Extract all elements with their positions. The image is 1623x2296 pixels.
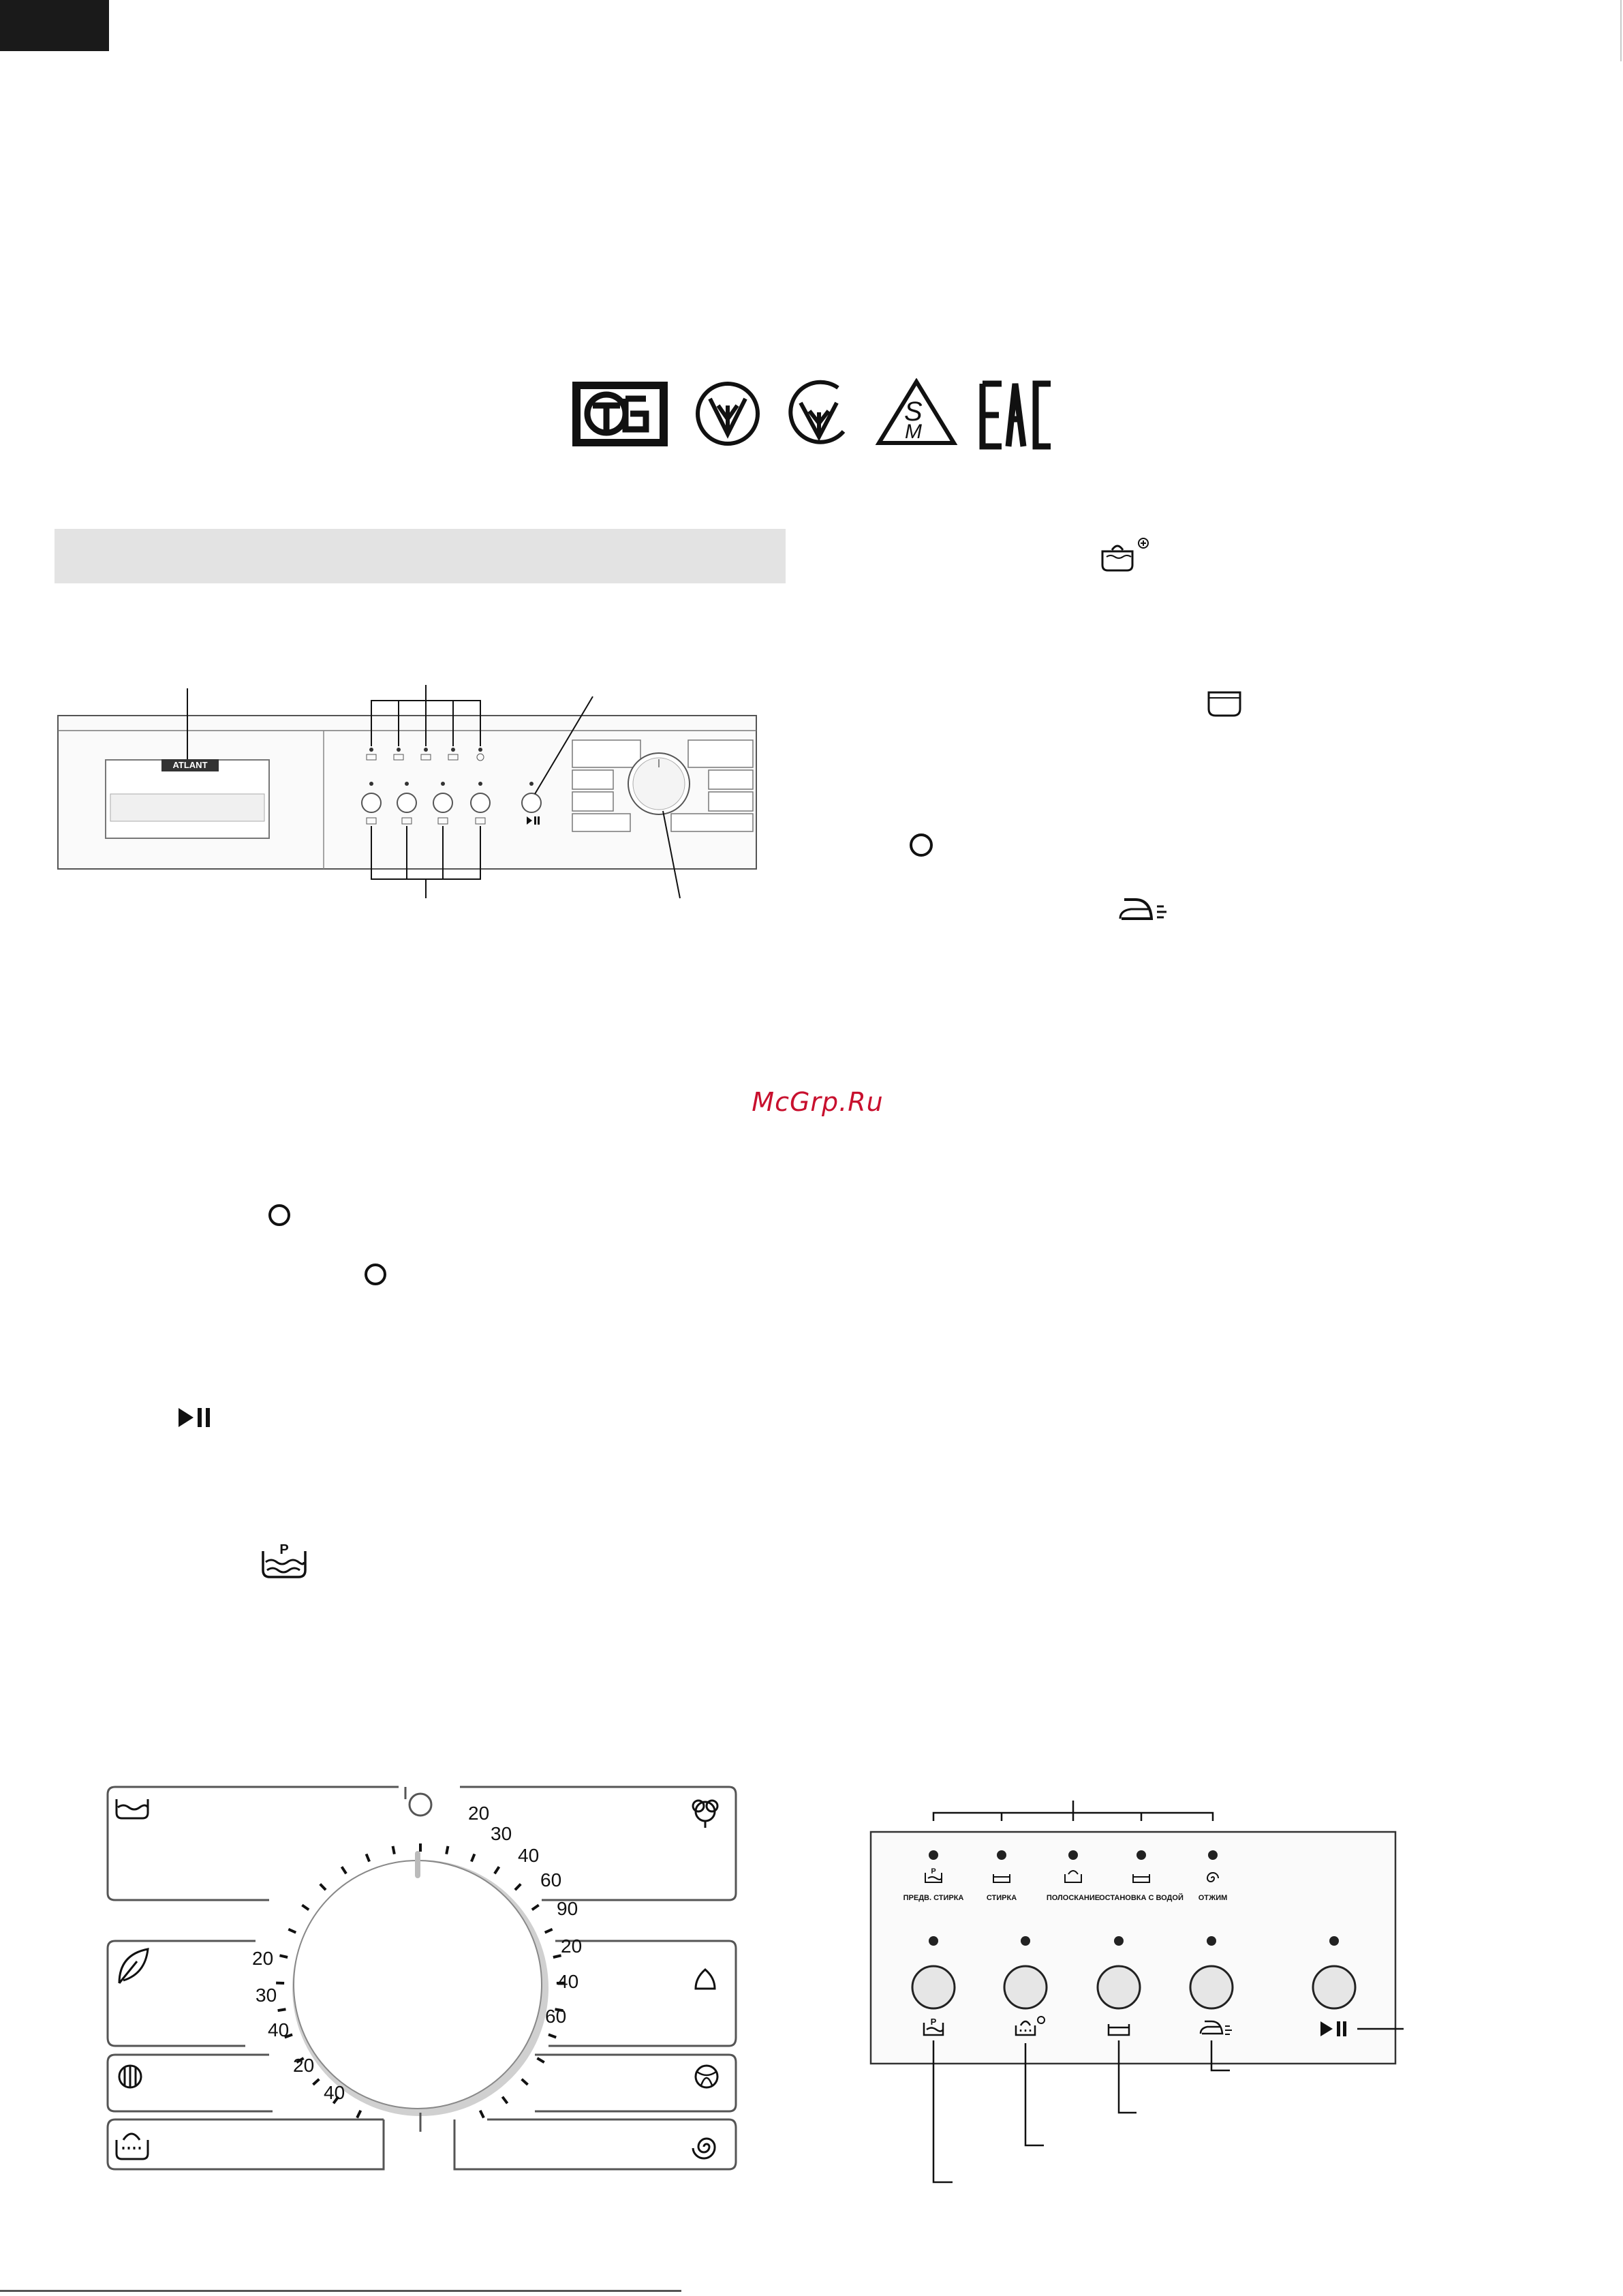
indicator-label: ОСТАНОВКА С ВОДОЙ — [1099, 1894, 1184, 1902]
dial-tick — [393, 1846, 395, 1854]
temp-labels-right-bottom — [545, 1935, 582, 2027]
dial-tick — [495, 1867, 499, 1873]
indicator-label: СТИРКА — [986, 1894, 1017, 1902]
ukr-mark-2 — [790, 382, 844, 442]
indicator-labels — [903, 1893, 1228, 1902]
page-corner-tab — [0, 0, 109, 51]
dial-tick — [446, 1846, 448, 1854]
extra-rinse-button[interactable] — [1004, 1966, 1047, 2008]
brand-label: ATLANT — [172, 760, 208, 770]
stb-mark — [572, 382, 668, 446]
temp-label: 60 — [545, 2006, 567, 2027]
temp-label: 40 — [324, 2082, 345, 2103]
dial-tick — [302, 1905, 309, 1910]
program-selector-knob[interactable] — [292, 1854, 548, 2116]
dial-tick — [480, 2111, 484, 2118]
temp-label: 40 — [557, 1971, 579, 1992]
rinse-hold-button[interactable] — [1098, 1966, 1140, 2008]
temp-label: 90 — [557, 1898, 578, 1919]
dial-tick — [502, 2097, 507, 2104]
indicator-label: ПРЕДВ. СТИРКА — [903, 1894, 964, 1902]
temp-label: 20 — [468, 1803, 490, 1824]
certification-marks — [566, 378, 1056, 453]
off-position-marker — [409, 1794, 431, 1816]
dial-tick — [279, 1955, 288, 1957]
temp-label: 40 — [268, 2019, 290, 2040]
section-header-band — [55, 529, 786, 583]
svg-text:S: S — [904, 397, 923, 427]
off-position-icon-2 — [267, 1203, 292, 1227]
dial-tick — [342, 1867, 347, 1873]
dial-tick — [320, 1884, 326, 1891]
synthetic-icon — [696, 1970, 715, 1989]
sm-mark — [879, 382, 954, 443]
eac-mark — [983, 384, 1051, 446]
dial-tick — [522, 2079, 528, 2085]
sport-icon — [696, 2066, 717, 2087]
front-panel-illustration — [55, 682, 763, 906]
footer-rule — [0, 2290, 681, 2292]
dial-tick — [545, 1929, 553, 1933]
start-pause-button[interactable] — [1313, 1966, 1355, 2008]
delicate-icon — [119, 1949, 148, 1983]
temp-label: 60 — [540, 1869, 562, 1891]
dial-tick — [313, 2079, 319, 2085]
extra-rinse-icon — [1097, 535, 1151, 576]
spin-icon — [693, 2139, 715, 2158]
dial-tick — [532, 1905, 539, 1910]
dial-tick — [548, 2034, 556, 2037]
temp-label: 30 — [491, 1823, 512, 1844]
svg-text:P: P — [279, 1542, 289, 1557]
temp-label: 20 — [561, 1935, 583, 1957]
dial-tick — [472, 1854, 474, 1861]
indicator-label: ОТЖИМ — [1198, 1894, 1228, 1902]
start-pause-icon — [176, 1405, 217, 1430]
page-edge-rule — [1620, 0, 1622, 61]
prewash-button[interactable] — [912, 1966, 955, 2008]
option-panel-diagram — [865, 1792, 1424, 2191]
svg-text:P: P — [930, 2017, 937, 2027]
temp-label: 30 — [256, 1985, 277, 2006]
easy-iron-icon — [1117, 891, 1172, 925]
dial-tick — [278, 2009, 286, 2010]
dial-tick — [515, 1884, 521, 1891]
temp-label: 20 — [293, 2055, 315, 2076]
temp-labels-left-mid — [252, 1948, 289, 2040]
dial-tick — [553, 1955, 561, 1957]
off-position-icon — [908, 831, 935, 859]
ukr-mark-1 — [698, 384, 758, 444]
temp-label: 20 — [252, 1948, 274, 1969]
detergent-drawer — [106, 759, 269, 838]
easy-iron-button[interactable] — [1190, 1966, 1233, 2008]
dial-tick — [537, 2058, 544, 2062]
dial-tick — [288, 1929, 296, 1933]
off-position-icon-3 — [363, 1262, 388, 1287]
dial-tick — [357, 2111, 360, 2118]
cotton-icon — [693, 1801, 717, 1828]
program-dial-diagram — [106, 1779, 739, 2177]
svg-text:M: M — [905, 420, 922, 443]
rinse-hold-icon — [1205, 688, 1246, 719]
prewash-icon — [259, 1542, 313, 1582]
watermark: McGrp.Ru — [752, 1087, 884, 1117]
dial-tick — [367, 1854, 369, 1861]
indicator-label: ПОЛОСКАНИЕ — [1046, 1894, 1100, 1902]
rinse-icon — [117, 2134, 148, 2159]
wash-icon — [117, 1799, 148, 1818]
temp-label: 40 — [518, 1845, 540, 1866]
svg-text:P: P — [931, 1867, 936, 1876]
wool-icon — [119, 2066, 141, 2087]
